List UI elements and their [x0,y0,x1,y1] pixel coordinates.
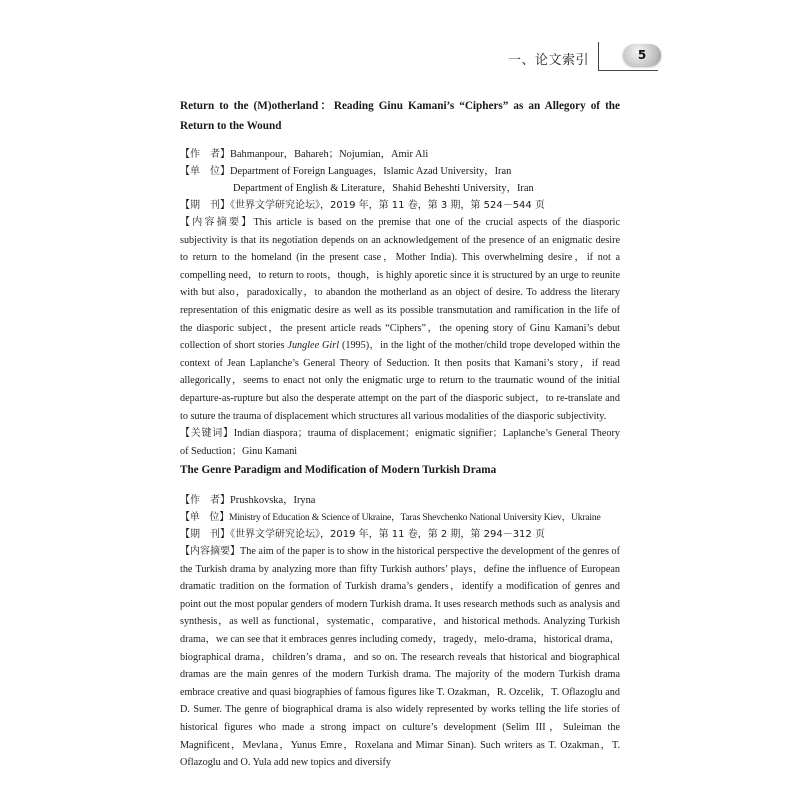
abstract-text: The aim of the paper is to show in the historical perspective the development of the genres of the Turkish drama by analyzing more than fifty Turkish authors’ plays，define the influence of European dramatic tradition on the formation of Turkish drama’s genders，identify a modification of genres and point out the most popular genders of modern Turkish drama. It uses research methods such as analysis and synthesis，as well as functional，systematic，comparative，and historical methods. Analyzing Turkish drama，we can see that it embraces genres including comedy，tragedy，melo-drama，historical drama，biographical drama，children’s drama，and so on. The research reveals that historical and biographical dramas are the main genres of the modern Turkish drama. The majority of the modern Turkish drama embrace creative and quasi biographies of famous figures like T. Ozakman，R. Ozcelik，T. Oflazoglu and D. Sumer. The genre of biographical drama is also widely represented by works telling the life stories of historical figures who made a strong impact on culture’s development (Selim III，Suleiman the Magnificent，Mevlana，Yunus Emre，Roxelana and Mimar Sinan). Such writers as T. Ozakman，T. Oflazoglu and O. Yula add new topics and diversify [180,546,621,769]
issue-label: 【期 刊】 [180,200,230,211]
abstract-text-part-1: This article is based on the premise that one of the crucial aspects of the diasporic subjectivity is that its negotiation depends on an acknowledgement of the presence of an enigmatic desire to return to the homeland (in the present case，Mother India). This overwhelming desire，if not a compelling need，to return to roots，though，is highly aporetic since it is structured by an urge to reunite with but also，paradoxically，to abandon the motherland as an object of desire. To address the literary representation of this enigmatic desire as well as its possible transmutation and ramification in the life of the diasporic subject，the present article reads “Ciphers”，the opening story of Ginu Kamani’s debut collection of short stories [180,217,620,352]
unit-label: 【单 位】 [180,512,229,523]
article-entry-1 [180,96,620,460]
author-label: 【作 者】 [180,495,230,506]
abstract-text-part-2: (1995)，in the light of the mother/child trope developed within the context of Jean Laplanche’s General Theory of Seduction. It then posits that Kamani’s story，if read allegorically，seems to enact not only the enigmatic urge to return to the traumatic wound of the initial departure-as-rupture but also the desperate attempt on the part of the diasporic subject，to re-translate and to suture the trauma of displacement which structures all various modalities of the diasporic subjectivity. [180,340,620,422]
abstract-label: 【内容摘要】 [180,546,241,557]
abstract-italic-title: Junglee Girl [287,340,340,352]
abstract-field [180,214,620,425]
issue-value: 《世界文学研究论坛》，2019 年，第 11 卷，第 2 期，第 294－312 页 [230,529,545,540]
author-field [180,492,620,509]
unit-field [180,509,620,526]
keywords-label: 【关键词】 [180,428,234,440]
unit-value-2: Department of English & Literature，Shahid Beheshti University，Iran [233,183,534,194]
issue-label: 【期 刊】 [180,529,230,540]
page-header [0,0,800,80]
abstract-field [180,543,620,772]
unit-label: 【单 位】 [180,166,230,177]
authors-value: Prushkovska，Iryna [230,495,316,506]
unit-value-1: Department of Foreign Languages，Islamic Azad University，Iran [230,166,512,177]
abstract-label: 【内容摘要】 [180,217,254,228]
unit-value-1: Ministry of Education & Science of Ukraine，Taras Shevchenko National University Kiev，Ukraine [229,512,601,523]
unit-field [180,163,620,180]
issue-field [180,526,620,543]
header-divider-tick [598,42,599,70]
article-title: Return to the (M)otherland：Reading Ginu Kamani’s “Ciphers” as an Allegory of the Return to the Wound [180,100,620,132]
keywords-field [180,425,620,460]
keywords-value: Indian diaspora；trauma of displacement；enigmatic signifier；Laplanche’s General Theory of Seduction；Ginu Kamani [180,428,620,457]
issue-field [180,197,620,214]
author-label: 【作 者】 [180,149,230,160]
authors-value: Bahmanpour，Bahareh；Nojumian，Amir Ali [230,149,429,160]
article-title: The Genre Paradigm and Modification of Modern Turkish Drama [180,464,497,476]
unit-field-2 [180,180,620,197]
header-divider-line [598,70,658,71]
author-field [180,146,620,163]
section-title: 一、论文索引 [508,53,590,68]
article-entry-2 [180,460,620,772]
page-number-badge: 5 [623,44,661,66]
issue-value: 《世界文学研究论坛》，2019 年，第 11 卷，第 3 期，第 524－544 页 [230,200,545,211]
